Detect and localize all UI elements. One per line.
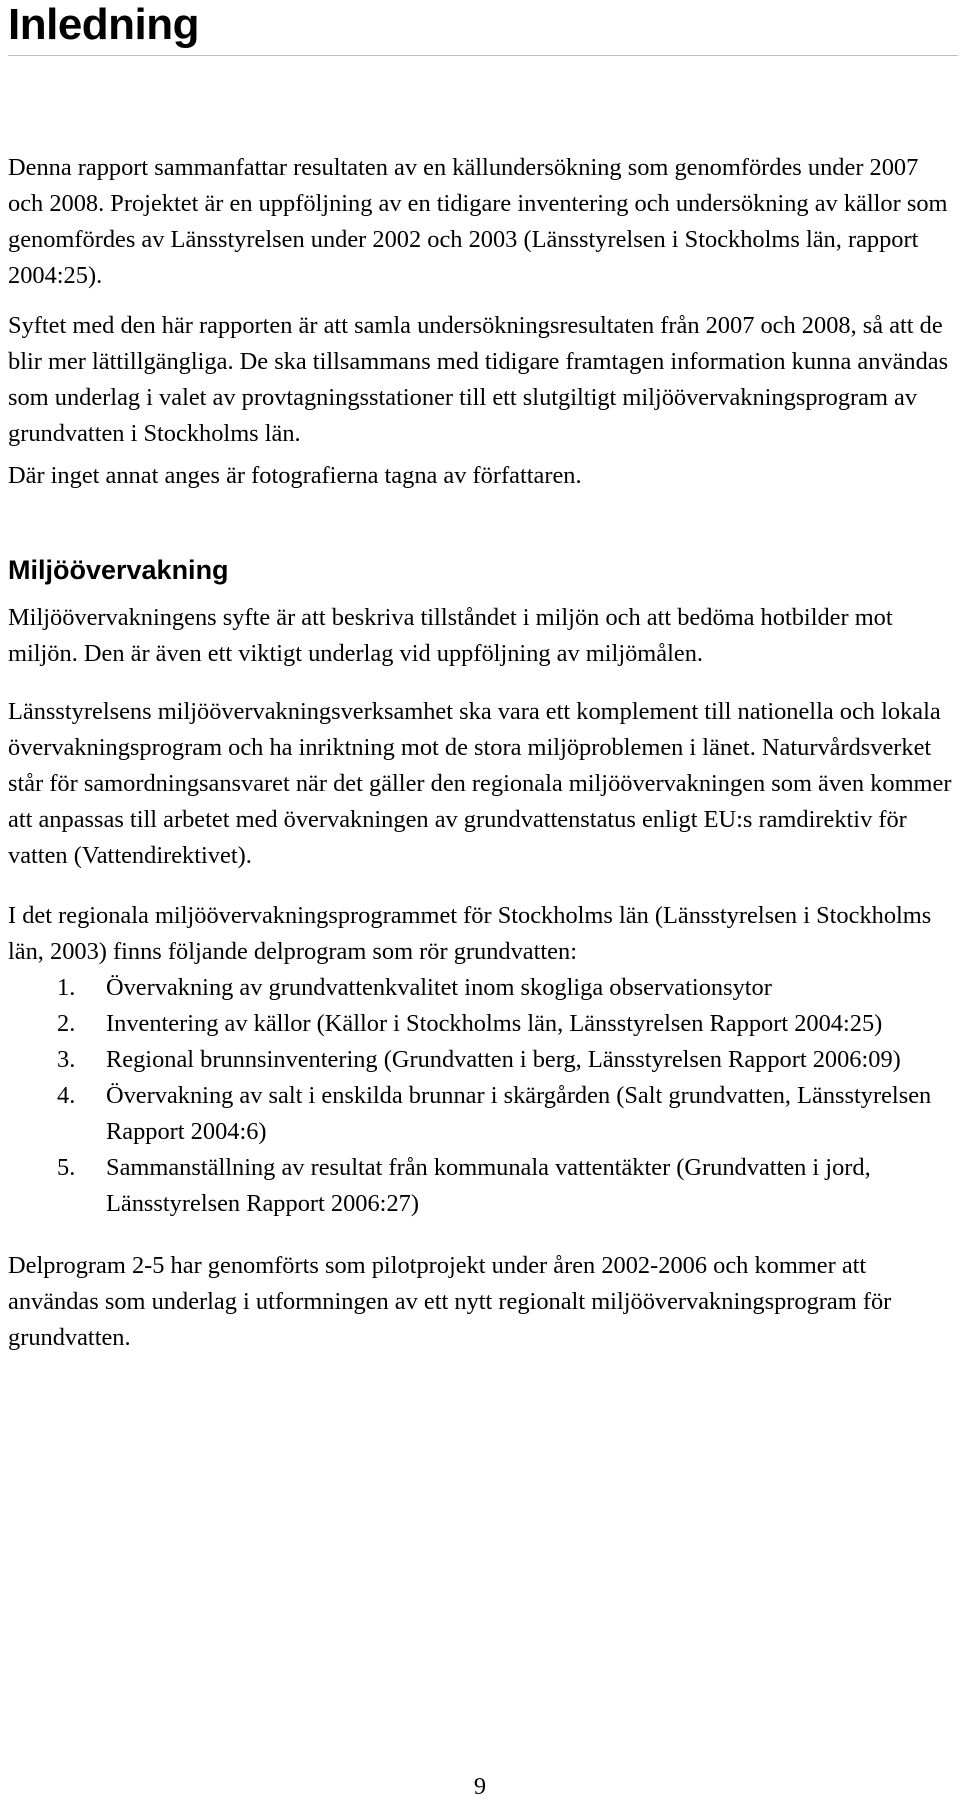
section-heading: Miljöövervakning — [8, 555, 229, 585]
section-paragraph-1: Miljöövervakningens syfte är att beskriva tillståndet i miljön och att bedöma hotbilder mot miljön. Den är även ett viktigt underlag vid uppföljning av miljömålen. — [8, 604, 893, 667]
list-item-text: Övervakning av grundvattenkvalitet inom skogliga observationsytor — [106, 974, 772, 1001]
intro-paragraph-1: Denna rapport sammanfattar resultaten av en källundersökning som genomfördes under 2007 och 2008. Projektet är en uppföljning av en tidigare inventering och undersökning av källor som genomfördes av Länsstyrelsen under 2002 och 2003 (Länsstyrelsen i Stockholms län, rapport 2004:25). — [8, 154, 948, 289]
document-page — [8, 0, 958, 1356]
list-item-number: 5. — [57, 1154, 76, 1181]
closing-paragraph: Delprogram 2-5 har genomförts som pilotprojekt under åren 2002-2006 och kommer att användas som underlag i utformningen av ett nytt regionalt miljöövervakningsprogram för grundvatten. — [8, 1252, 892, 1351]
page-number: 9 — [473, 1773, 487, 1800]
section-paragraph-2: Länsstyrelsens miljöövervakningsverksamhet ska vara ett komplement till nationella och lokala övervakningsprogram och ha inriktning mot de stora miljöproblemen i länet. Naturvårdsverket står för samordningsansvaret när det gäller den regionala miljöövervakningen som även kommer att anpassas till arbetet med övervakningen av grundvattenstatus enligt EU:s ramdirektiv för vatten (Vattendirektivet). — [8, 698, 952, 869]
list-item — [8, 1006, 958, 1042]
list-item-number: 3. — [57, 1046, 76, 1073]
list-item — [8, 1078, 958, 1150]
list-item — [8, 1042, 958, 1078]
section-paragraph-3: I det regionala miljöövervakningsprogrammet för Stockholms län (Länsstyrelsen i Stockholms län, 2003) finns följande delprogram som rör grundvatten: — [8, 902, 932, 965]
list-item-text: Regional brunnsinventering (Grundvatten i berg, Länsstyrelsen Rapport 2006:09) — [106, 1046, 901, 1073]
list-item-number: 1. — [57, 974, 76, 1001]
list-item-text: Övervakning av salt i enskilda brunnar i skärgården (Salt grundvatten, Länsstyrelsen Rapport 2004:6) — [106, 1082, 932, 1145]
intro-paragraph-2: Syftet med den här rapporten är att samla undersökningsresultaten från 2007 och 2008, så att de blir mer lättillgängliga. De ska tillsammans med tidigare framtagen information kunna användas som underlag i valet av provtagningsstationer till ett slutgiltigt miljöövervakningsprogram av grundvatten i Stockholms län. — [8, 312, 949, 447]
intro-paragraph-3: Där inget annat anges är fotografierna tagna av författaren. — [8, 462, 582, 489]
list-item-number: 2. — [57, 1010, 76, 1037]
document-body — [8, 150, 958, 1356]
delprogram-list — [8, 970, 958, 1222]
list-item — [8, 1150, 958, 1222]
list-item-number: 4. — [57, 1082, 76, 1109]
page-title: Inledning — [8, 0, 958, 56]
list-item-text: Sammanställning av resultat från kommunala vattentäkter (Grundvatten i jord, Länsstyrelsen Rapport 2006:27) — [106, 1154, 871, 1217]
list-item-text: Inventering av källor (Källor i Stockholms län, Länsstyrelsen Rapport 2004:25) — [106, 1010, 883, 1037]
list-item — [8, 970, 958, 1006]
